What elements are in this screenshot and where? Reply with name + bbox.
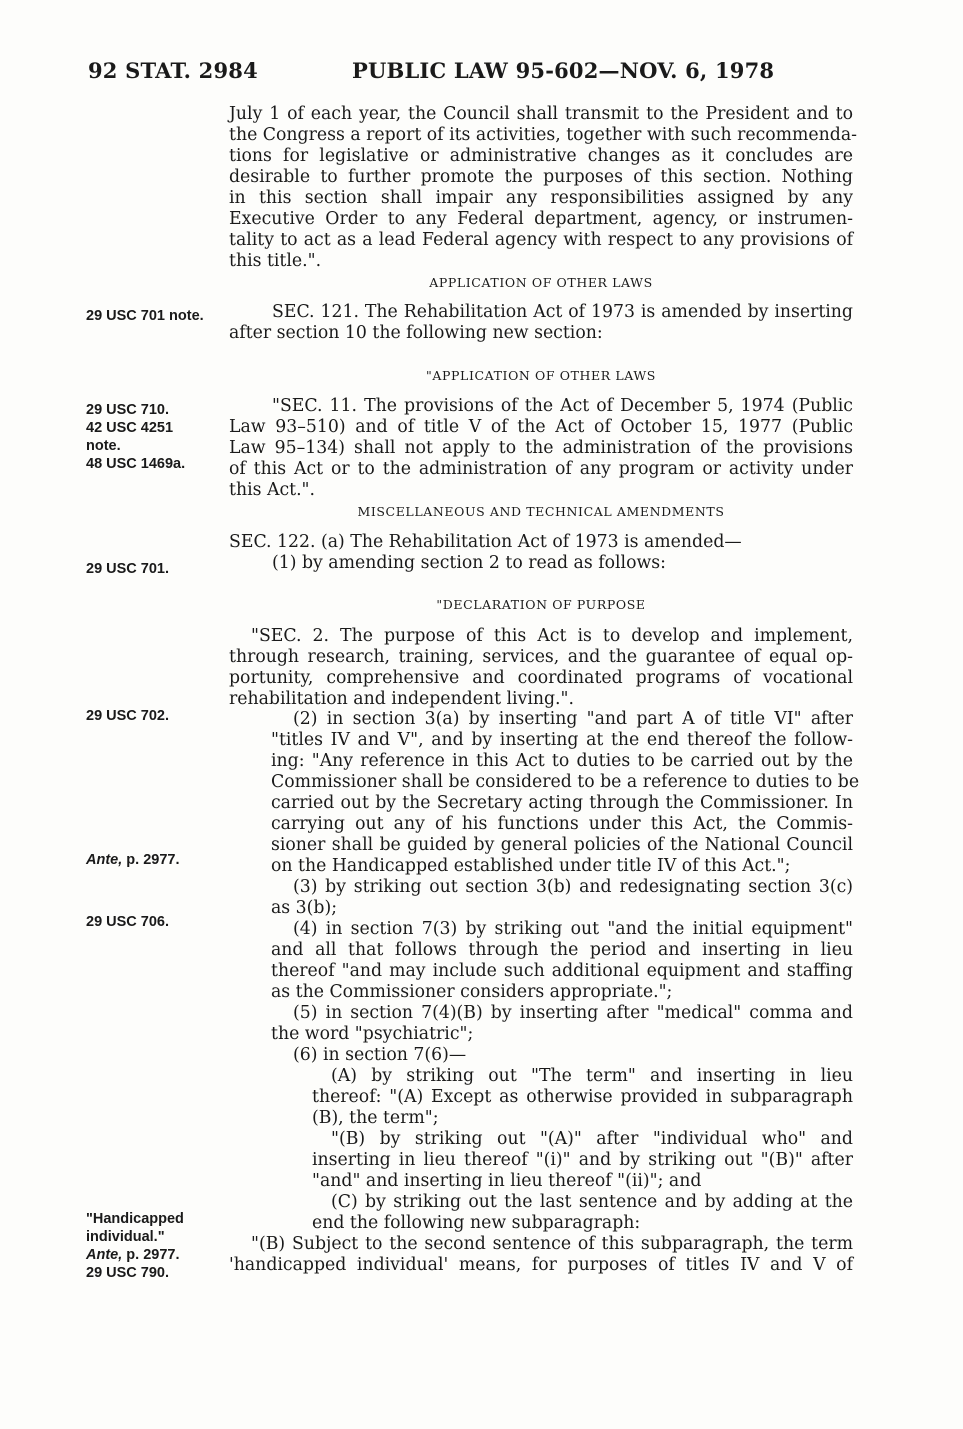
text-line: ing: "Any reference in this Act to duties to be carried out by the [271,751,853,771]
margin-note-line: 48 USC 1469a. [86,456,186,472]
text-line: as 3(b); [271,898,338,918]
text-line: carried out by the Secretary acting through the Commissioner. In [271,793,853,813]
text-line: carrying out any of his functions under this Act, the Commis- [271,814,853,834]
text-line: "SEC. 2. The purpose of this Act is to develop and implement, [251,626,853,646]
margin-note: 29 USC 702. [86,708,170,724]
margin-note-rest: p. 2977. [122,1247,180,1263]
text-line: 'handicapped individual' means, for purposes of titles IV and V of [229,1255,853,1275]
text-line: Law 95–134) shall not apply to the administration of the provisions [229,438,853,458]
text-line: the word "psychiatric"; [271,1024,474,1044]
text-line: thereof "and may include such additional equipment and staffing [271,961,853,981]
text-line: as the Commissioner considers appropriate."; [271,982,673,1002]
margin-note-line: note. [86,438,121,454]
text-line: (4) in section 7(3) by striking out "and the initial equipment" [293,919,853,939]
text-line: SEC. 122. (a) The Rehabilitation Act of 1973 is amended— [229,532,742,552]
text-line: end the following new subparagraph: [312,1213,641,1233]
margin-note-line: individual." [86,1229,165,1245]
text-line: on the Handicapped established under title IV of this Act."; [271,856,791,876]
text-line: (3) by striking out section 3(b) and redesignating section 3(c) [293,877,853,897]
margin-note-line: 29 USC 790. [86,1265,170,1281]
section-heading: "DECLARATION OF PURPOSE [436,597,646,612]
text-line: "SEC. 11. The provisions of the Act of December 5, 1974 (Public [272,396,853,416]
margin-note-italic: Ante, [86,852,123,868]
text-line: in this section shall impair any responsibilities assigned by any [229,188,853,208]
text-line: thereof: "(A) Except as otherwise provided in subparagraph [312,1087,853,1107]
text-line: July 1 of each year, the Council shall transmit to the President and to [229,104,853,124]
text-line: sioner shall be guided by general policies of the National Council [271,835,853,855]
text-line: Law 93–510) and of title V of the Act of October 15, 1977 (Public [229,417,853,437]
text-line: tions for legislative or administrative changes as it concludes are [229,146,853,166]
text-line: "titles IV and V", and by inserting at the end thereof the follow- [271,730,853,750]
paragraph [229,1192,853,1234]
paragraph [229,1003,853,1045]
margin-note [86,1210,184,1282]
paragraph [229,1234,853,1276]
margin-note [86,851,179,869]
page-reference: 92 STAT. 2984 [88,58,258,83]
paragraph [229,396,853,501]
text-line: portunity, comprehensive and coordinated programs of vocational [229,668,853,688]
margin-note: 29 USC 701 note. [86,308,204,324]
text-line: this title.". [229,251,322,271]
paragraph [229,104,857,272]
margin-note-line: "Handicapped [86,1211,184,1227]
paragraph [229,709,860,877]
paragraph [229,919,853,1003]
text-line: (1) by amending section 2 to read as follows: [272,553,666,573]
section-heading: APPLICATION OF OTHER LAWS [429,275,653,290]
text-line: "(B) Subject to the second sentence of this subparagraph, the term [251,1234,853,1254]
text-line: SEC. 121. The Rehabilitation Act of 1973 is amended by inserting [272,302,853,322]
margin-note [86,401,185,473]
text-line: through research, training, services, and the guarantee of equal op- [229,647,853,667]
margin-note-line [86,1246,184,1264]
text-line: (6) in section 7(6)— [293,1045,467,1065]
text-line: Executive Order to any Federal department, agency, or instrumen- [229,209,853,229]
text-line: (2) in section 3(a) by inserting "and part A of title VI" after [293,709,853,729]
paragraph [229,1045,853,1066]
paragraph [229,626,853,710]
text-line: "and" and inserting in lieu thereof "(ii)"; and [312,1171,702,1191]
text-line: (C) by striking out the last sentence and by adding at the [331,1192,853,1212]
margin-note: 29 USC 706. [86,914,170,930]
paragraph [229,877,853,919]
text-line: this Act.". [229,480,316,500]
text-line: inserting in lieu thereof "(i)" and by striking out "(B)" after [312,1150,853,1170]
text-line: (B), the term"; [312,1108,439,1128]
text-line: after section 10 the following new section: [229,323,603,343]
text-line: rehabilitation and independent living.". [229,689,574,709]
text-line: (A) by striking out "The term" and inserting in lieu [331,1066,853,1086]
paragraph [229,532,853,574]
text-line: desirable to further promote the purposes of this section. Nothing [229,167,853,187]
section-heading: MISCELLANEOUS AND TECHNICAL AMENDMENTS [357,504,725,519]
paragraph [229,1129,853,1192]
paragraph [229,1066,853,1129]
text-line: tality to act as a lead Federal agency with respect to any provisions of [229,230,853,250]
text-line: and all that follows through the period and inserting in lieu [271,940,853,960]
margin-note-line: 29 USC 710. [86,402,170,418]
margin-note-italic: Ante, [86,1247,123,1263]
text-line: "(B) by striking out "(A)" after "individual who" and [331,1129,853,1149]
margin-note-rest: p. 2977. [122,852,180,868]
margin-note: 29 USC 701. [86,561,170,577]
text-line: Commissioner shall be considered to be a reference to duties to be [271,772,860,792]
text-line: of this Act or to the administration of any program or activity under [229,459,853,479]
text-line: (5) in section 7(4)(B) by inserting after "medical" comma and [293,1003,853,1023]
section-heading: "APPLICATION OF OTHER LAWS [426,368,656,383]
page-title: PUBLIC LAW 95-602—NOV. 6, 1978 [352,58,775,83]
text-line: the Congress a report of its activities, together with such recommenda- [229,125,857,145]
paragraph [229,302,853,344]
margin-note-line: 42 USC 4251 [86,420,174,436]
